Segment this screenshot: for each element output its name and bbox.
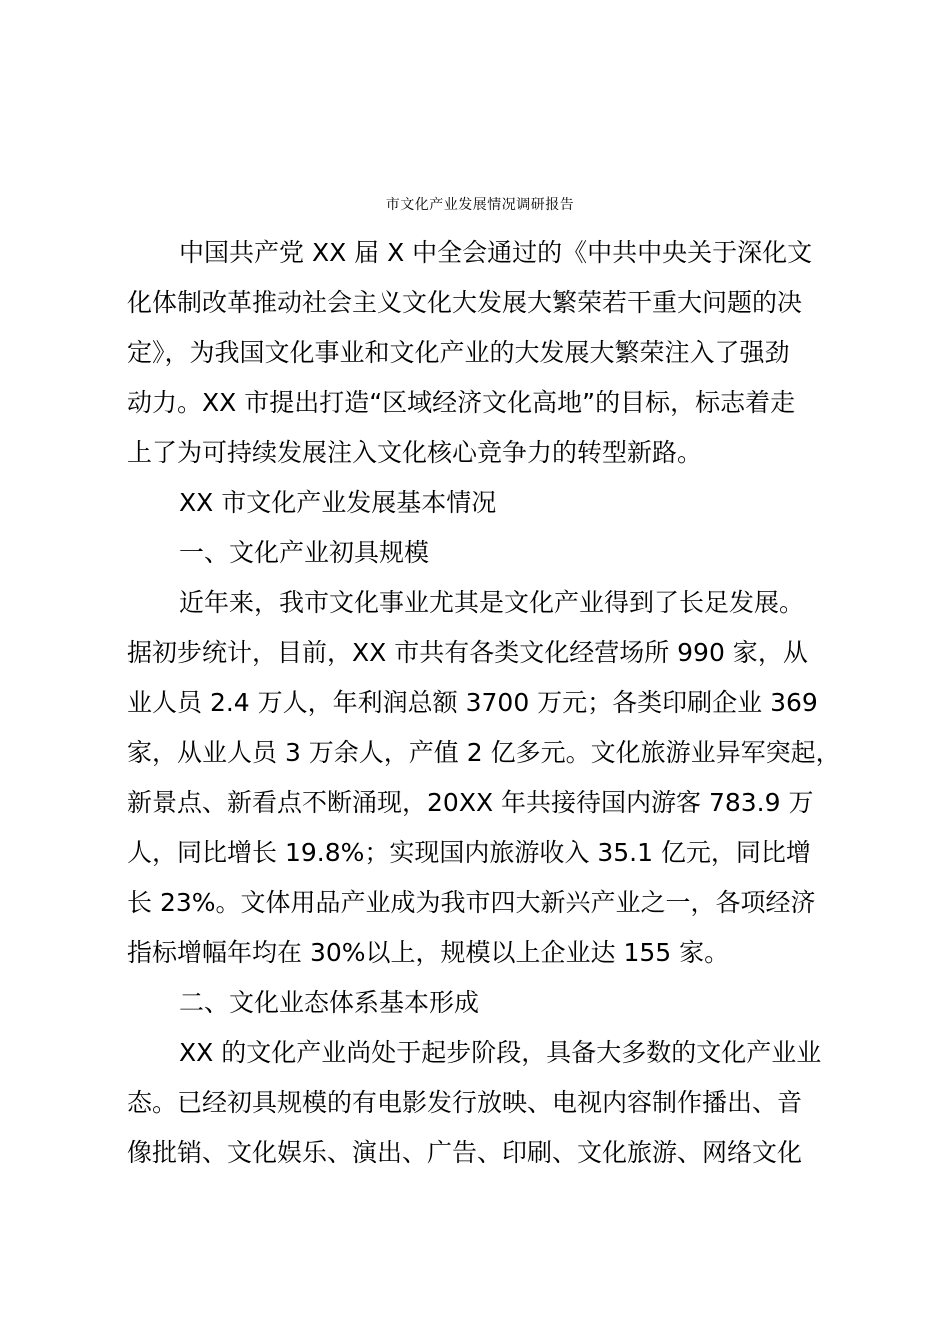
paragraph-scale-line-7: 长 23%。文体用品产业成为我市四大新兴产业之一，各项经济 <box>127 888 816 917</box>
paragraph-intro-line-4: 动力。XX 市提出打造“区域经济文化高地”的目标，标志着走 <box>127 388 796 417</box>
paragraph-formats-line-3: 像批销、文化娱乐、演出、广告、印刷、文化旅游、网络文化 <box>127 1138 803 1167</box>
paragraph-scale-line-1: 近年来，我市文化事业尤其是文化产业得到了长足发展。 <box>179 588 805 617</box>
paragraph-scale-line-4: 家，从业人员 3 万余人，产值 2 亿多元。文化旅游业异军突起， <box>127 738 841 767</box>
paragraph-scale-line-8: 指标增幅年均在 30%以上，规模以上企业达 155 家。 <box>127 938 730 967</box>
subsection-heading-1: 一、文化产业初具规模 <box>179 538 430 567</box>
document-title: 市文化产业发展情况调研报告 <box>385 197 575 213</box>
paragraph-formats-line-1: XX 的文化产业尚处于起步阶段，具备大多数的文化产业业 <box>179 1038 822 1067</box>
paragraph-scale-line-3: 业人员 2.4 万人，年利润总额 3700 万元；各类印刷企业 369 <box>127 688 818 717</box>
paragraph-scale-line-2: 据初步统计，目前，XX 市共有各类文化经营场所 990 家，从 <box>127 638 808 667</box>
paragraph-scale-line-6: 人，同比增长 19.8%；实现国内旅游收入 35.1 亿元，同比增 <box>127 838 811 867</box>
paragraph-intro-line-2: 化体制改革推动社会主义文化大发展大繁荣若干重大问题的决 <box>127 288 803 317</box>
paragraph-scale-line-5: 新景点、新看点不断涌现，20XX 年共接待国内游客 783.9 万 <box>127 788 814 817</box>
paragraph-intro-line-1: 中国共产党 XX 届 X 中全会通过的《中共中央关于深化文 <box>179 238 813 267</box>
subsection-heading-2: 二、文化业态体系基本形成 <box>179 988 480 1017</box>
paragraph-formats-line-2: 态。已经初具规模的有电影发行放映、电视内容制作播出、音 <box>127 1088 803 1117</box>
paragraph-intro-line-5: 上了为可持续发展注入文化核心竞争力的转型新路。 <box>127 438 703 467</box>
paragraph-intro-line-3: 定》，为我国文化事业和文化产业的大发展大繁荣注入了强劲 <box>127 338 790 367</box>
section-heading-basic-situation: XX 市文化产业发展基本情况 <box>179 488 497 517</box>
